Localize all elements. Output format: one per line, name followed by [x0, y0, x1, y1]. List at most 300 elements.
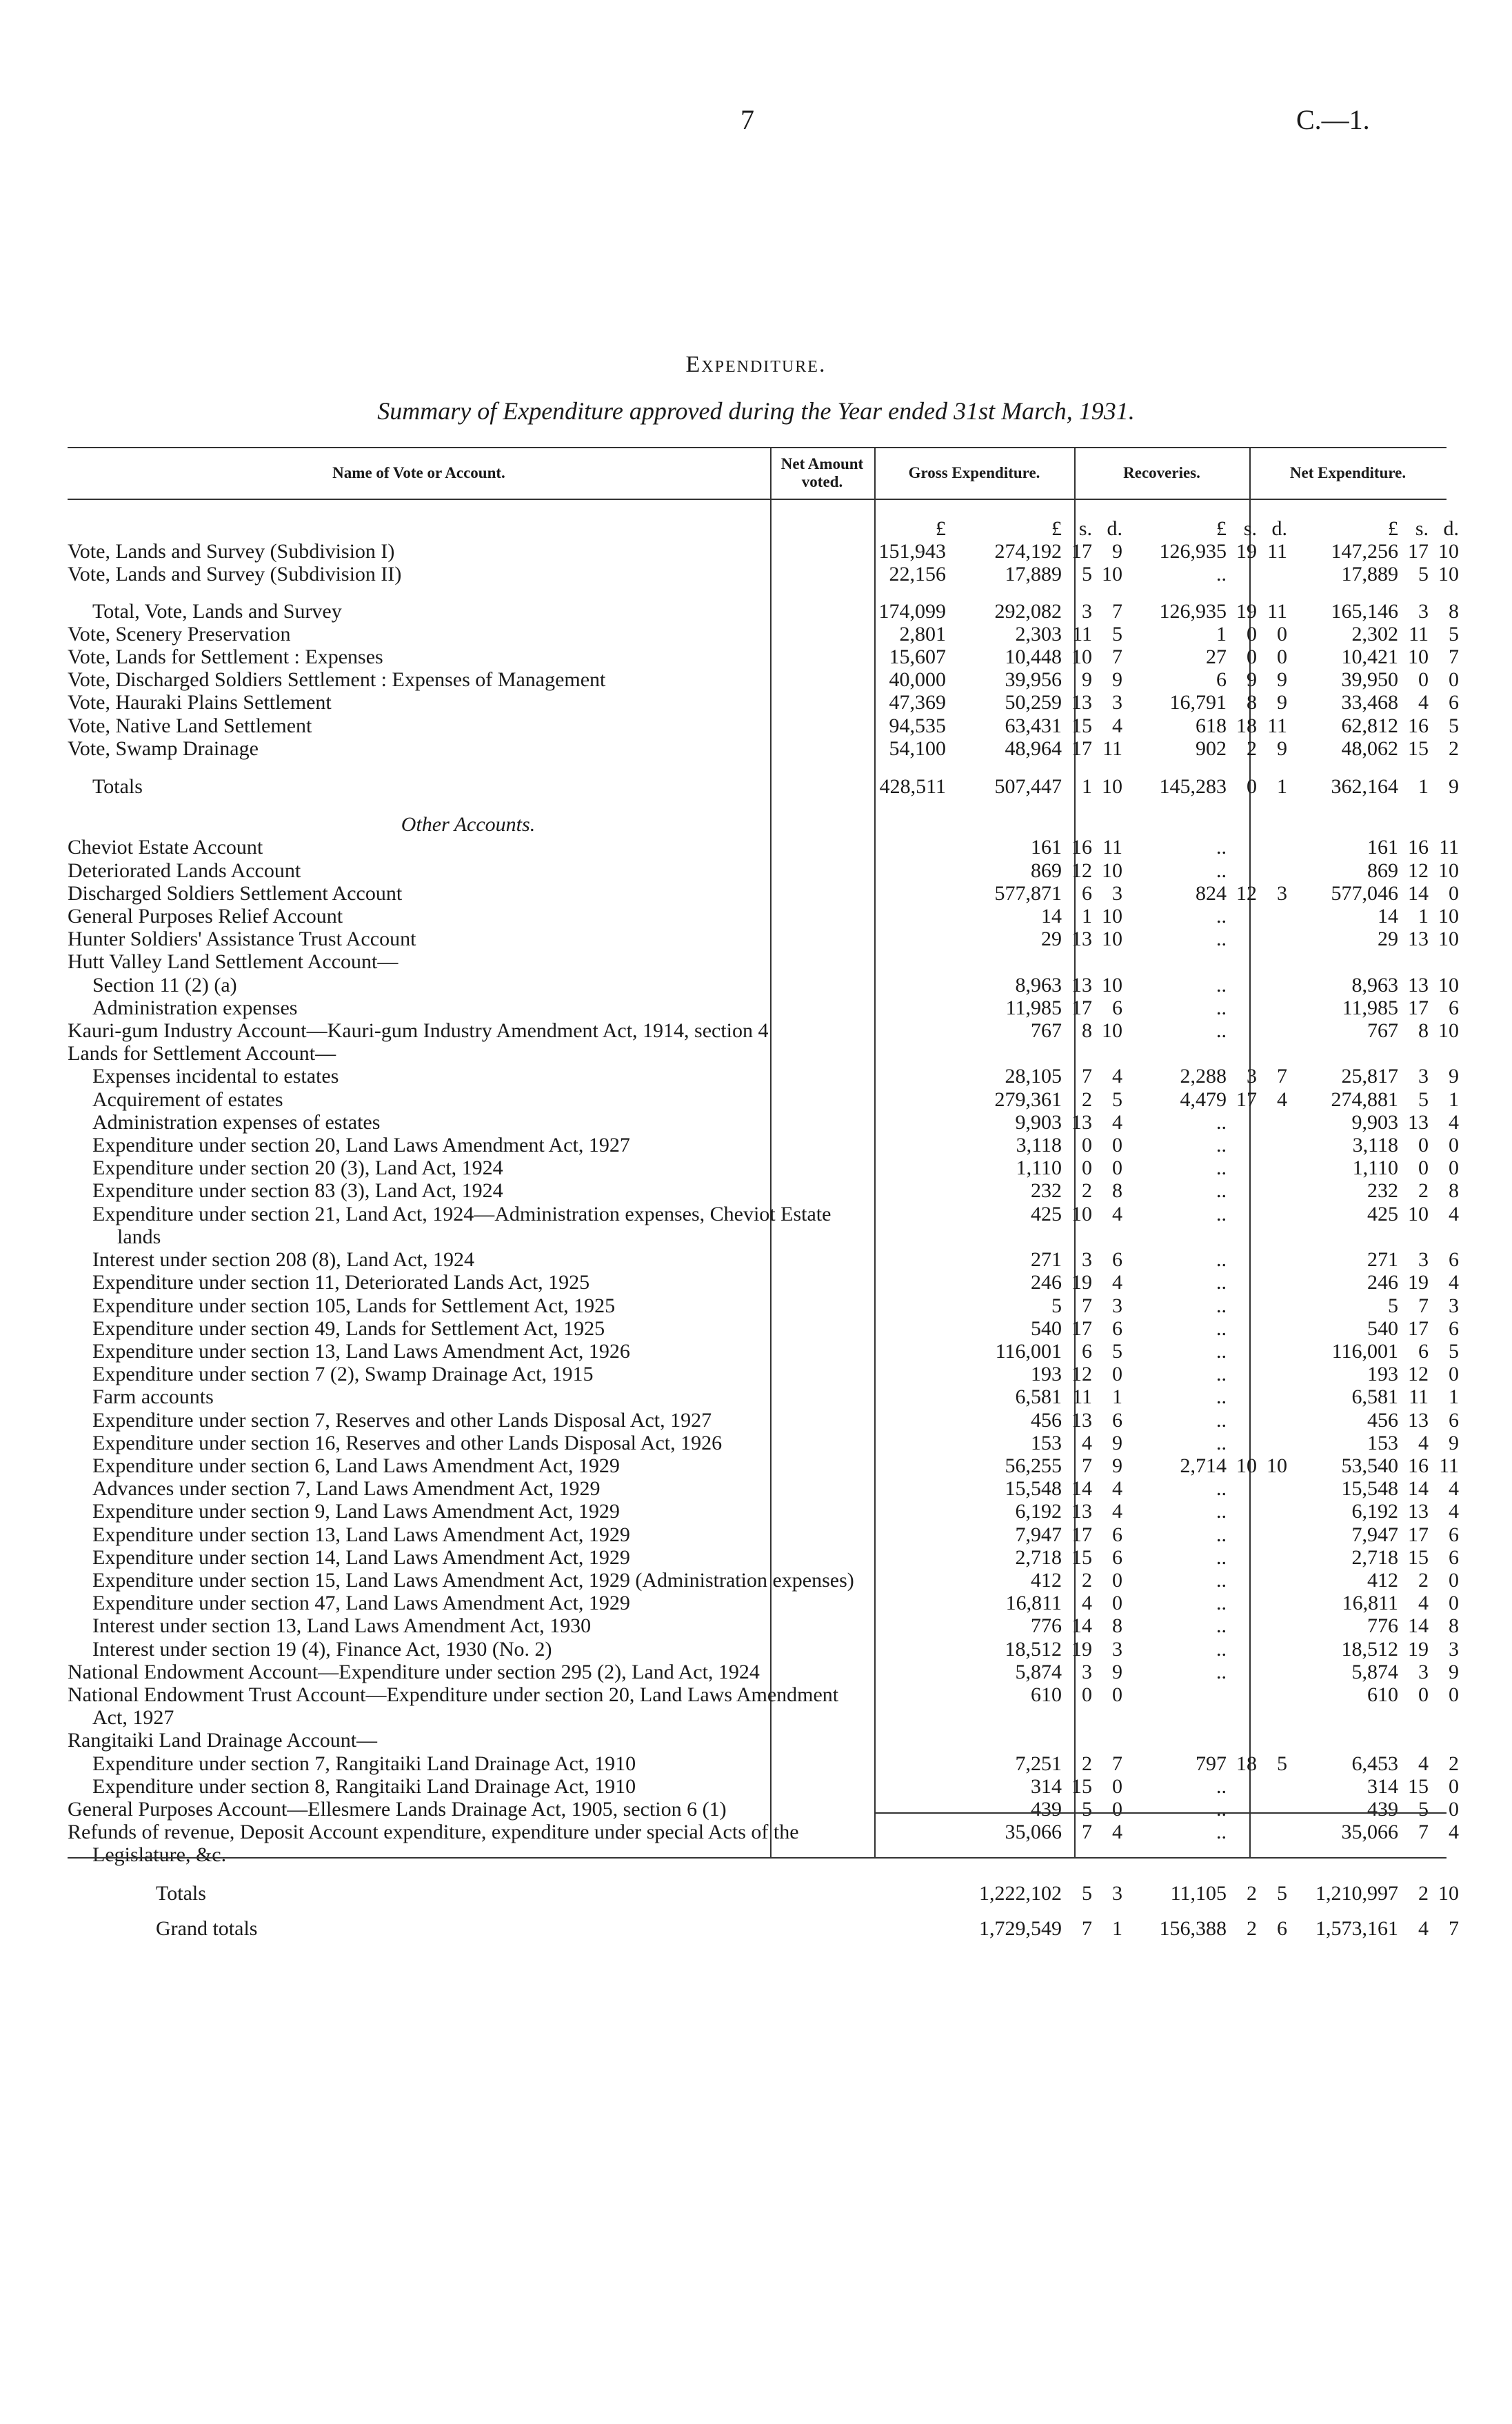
gross-pence: 3 — [1112, 881, 1122, 905]
net-pence: 10 — [1438, 563, 1459, 586]
table-row — [68, 1409, 1463, 1432]
row-label: Refunds of revenue, Deposit Account expenditure, expenditure under special Acts of the Legislature, &c. — [68, 1821, 799, 1867]
page-number: 7 — [740, 104, 754, 135]
table-row — [68, 1088, 1463, 1111]
voted-cell — [869, 1752, 951, 1775]
net-shillings: 4 — [1418, 1592, 1429, 1615]
rec-pounds: .. — [1216, 1363, 1227, 1386]
voted-cell — [869, 1569, 951, 1592]
gross-pounds: 161 — [1031, 836, 1062, 859]
net-pounds: 9,903 — [1351, 1110, 1398, 1134]
rec-pounds: 2,714 — [1180, 1454, 1227, 1477]
row-label: Administration expenses — [92, 996, 298, 1019]
voted-cell: 428,511 — [879, 775, 946, 799]
rec-pounds: .. — [1216, 859, 1227, 882]
rec-pounds: 824 — [1196, 881, 1227, 905]
net-pence: 10 — [1438, 859, 1459, 882]
gross-pounds: 153 — [1031, 1431, 1062, 1454]
rec-pence: 11 — [1267, 599, 1287, 623]
net-pence: 3 — [1449, 1294, 1459, 1317]
net-pounds: 439 — [1367, 1797, 1398, 1821]
row-label: Vote, Native Land Settlement — [68, 714, 312, 737]
rec-pounds: 16,791 — [1169, 691, 1227, 714]
net-pence: 6 — [1449, 1545, 1459, 1569]
row-label: Interest under section 19 (4), Finance Act, 1930 (No. 2) — [92, 1637, 552, 1661]
gross-pounds: 279,361 — [994, 1088, 1062, 1111]
voted-cell: 2,801 — [899, 622, 946, 645]
rec-pounds — [1127, 1683, 1227, 1729]
net-shillings: 0 — [1418, 1683, 1429, 1706]
rec-pence — [1257, 1638, 1291, 1661]
net-pounds: 412 — [1367, 1568, 1398, 1592]
gross-pounds: 274,192 — [994, 540, 1062, 563]
row-name — [68, 1882, 869, 1905]
voted-cell — [869, 1775, 951, 1798]
col-header-voted: Net Amount voted. — [780, 455, 864, 490]
voted-cell — [869, 1798, 951, 1821]
net-pence: 2 — [1449, 1752, 1459, 1775]
rec-shillings: 0 — [1247, 775, 1257, 799]
gross-pence: 5 — [1112, 622, 1122, 645]
gross-pence: 10 — [1102, 1019, 1122, 1043]
row-label: Expenditure under section 7 (2), Swamp Drainage Act, 1915 — [92, 1363, 594, 1386]
net-shillings: 10 — [1408, 1202, 1429, 1225]
net-pence: 0 — [1449, 1134, 1459, 1157]
net-pounds: 153 — [1367, 1431, 1398, 1454]
net-pence: 0 — [1449, 1156, 1459, 1180]
row-label: Expenditure under section 20, Land Laws Amendment Act, 1927 — [92, 1134, 630, 1157]
table-row — [68, 540, 1463, 563]
rec-pounds: .. — [1216, 1477, 1227, 1501]
rec-pence: 10 — [1267, 1454, 1287, 1477]
gross-pence: 6 — [1112, 1316, 1122, 1340]
rec-pounds: .. — [1216, 928, 1227, 951]
row-name — [68, 540, 869, 563]
net-shillings: 14 — [1408, 881, 1429, 905]
net-shillings: 11 — [1409, 622, 1429, 645]
row-name — [68, 1432, 869, 1454]
gross-shillings: 5 — [1082, 1881, 1092, 1905]
rec-shillings: 0 — [1247, 622, 1257, 645]
gross-pence: 1 — [1112, 1916, 1122, 1940]
page-title: Expenditure. — [685, 352, 827, 377]
gross-pence: 11 — [1102, 836, 1122, 859]
voted-cell: 47,369 — [889, 691, 946, 714]
table-row — [68, 1363, 1463, 1385]
gross-pence: 9 — [1112, 1454, 1122, 1477]
voted-cell — [869, 1111, 951, 1134]
net-pounds: 8,963 — [1351, 973, 1398, 996]
net-pence: 5 — [1449, 1339, 1459, 1363]
spacer-row — [68, 586, 1463, 600]
gross-pounds: 11,985 — [1005, 996, 1062, 1019]
gross-pence: 0 — [1112, 1156, 1122, 1180]
rec-shillings — [1227, 1203, 1257, 1248]
gross-shillings: 8 — [1082, 1019, 1092, 1043]
row-name — [68, 1065, 869, 1088]
gross-pence: 10 — [1102, 905, 1122, 928]
rec-pence: 3 — [1277, 881, 1287, 905]
net-shillings: 2 — [1418, 1568, 1429, 1592]
spacer-row — [68, 760, 1463, 775]
net-shillings: s. — [1415, 517, 1429, 540]
row-label: Totals — [156, 1881, 206, 1905]
voted-cell — [869, 836, 951, 859]
totals-rule — [874, 1812, 1447, 1814]
rec-pounds: .. — [1216, 1821, 1227, 1844]
row-name — [68, 1638, 869, 1661]
row-name — [68, 882, 869, 905]
col-header-gross: Gross Expenditure. — [908, 464, 1040, 481]
gross-pence: 0 — [1112, 1568, 1122, 1592]
row-label: National Endowment Trust Account—Expenditure under section 20, Land Laws Amendment Act, 1927 — [68, 1683, 839, 1730]
table-row — [68, 1500, 1463, 1523]
net-pounds: 39,950 — [1341, 668, 1398, 692]
gross-pounds: 29 — [1041, 928, 1062, 951]
rec-pence — [1257, 563, 1291, 585]
net-pence: 9 — [1449, 1431, 1459, 1454]
table-row — [68, 996, 1463, 1019]
voted-cell — [869, 1019, 951, 1042]
gross-pence: 0 — [1112, 1134, 1122, 1157]
gross-pence: 0 — [1112, 1683, 1122, 1706]
row-name — [68, 1546, 869, 1569]
net-shillings: 13 — [1408, 1500, 1429, 1523]
gross-pounds: 456 — [1031, 1408, 1062, 1432]
rec-pounds: .. — [1216, 563, 1227, 586]
gross-shillings: 16 — [1071, 836, 1092, 859]
net-shillings: 3 — [1418, 1065, 1429, 1088]
gross-pence: 7 — [1112, 1752, 1122, 1775]
expenditure-table — [68, 517, 1463, 1940]
net-pence: 9 — [1449, 1660, 1459, 1683]
rec-pounds: .. — [1216, 1294, 1227, 1317]
net-pence: 4 — [1449, 1271, 1459, 1294]
net-shillings: 5 — [1418, 1797, 1429, 1821]
gross-pounds: 63,431 — [1005, 714, 1062, 737]
rec-shillings — [1227, 1683, 1257, 1729]
rec-shillings — [1227, 1569, 1257, 1592]
row-label: Expenditure under section 15, Land Laws Amendment Act, 1929 (Administration expenses) — [92, 1568, 854, 1592]
rec-shillings: 2 — [1247, 737, 1257, 760]
gross-pounds: 28,105 — [1005, 1065, 1062, 1088]
net-pounds: 33,468 — [1341, 691, 1398, 714]
rec-pence — [1257, 1614, 1291, 1637]
table-row — [68, 1317, 1463, 1340]
row-name — [68, 1248, 869, 1271]
net-shillings: 5 — [1418, 1088, 1429, 1111]
rec-pence — [1257, 928, 1291, 950]
gross-pence: 6 — [1112, 996, 1122, 1019]
gross-shillings: 13 — [1071, 1408, 1092, 1432]
table-bottom-rule — [68, 1857, 1447, 1859]
rec-shillings — [1227, 1821, 1257, 1866]
rec-shillings — [1227, 1134, 1257, 1156]
gross-pounds: 18,512 — [1005, 1637, 1062, 1661]
net-pence: 6 — [1449, 1316, 1459, 1340]
rec-pounds: 6 — [1216, 668, 1227, 692]
rec-shillings — [1227, 1317, 1257, 1340]
rec-shillings — [1227, 1363, 1257, 1385]
gross-shillings: 17 — [1071, 1523, 1092, 1546]
rec-pounds: .. — [1216, 1523, 1227, 1546]
gross-shillings: 15 — [1071, 1774, 1092, 1798]
gross-shillings: 4 — [1082, 1592, 1092, 1615]
gross-pence: 9 — [1112, 1660, 1122, 1683]
net-pounds: 7,947 — [1351, 1523, 1398, 1546]
gross-pounds: 39,956 — [1005, 668, 1062, 692]
rec-shillings — [1227, 928, 1257, 950]
net-pence: 6 — [1449, 1248, 1459, 1272]
row-name — [68, 1775, 869, 1798]
gross-shillings: 10 — [1071, 645, 1092, 669]
gross-pence: 4 — [1112, 1065, 1122, 1088]
col-header-name: Name of Vote or Account. — [332, 464, 505, 481]
gross-shillings: 7 — [1082, 1454, 1092, 1477]
gross-shillings: 10 — [1071, 1202, 1092, 1225]
net-pence: 0 — [1449, 668, 1459, 692]
row-label: Kauri-gum Industry Account—Kauri-gum Industry Amendment Act, 1914, section 4 — [68, 1019, 769, 1043]
table-row — [68, 600, 1463, 623]
row-label: Vote, Discharged Soldiers Settlement : Expenses of Management — [68, 668, 606, 692]
net-shillings: 19 — [1408, 1271, 1429, 1294]
rec-pence: 0 — [1277, 622, 1287, 645]
gross-pence: 0 — [1112, 1363, 1122, 1386]
gross-pence: 10 — [1102, 859, 1122, 882]
gross-pence: 3 — [1112, 691, 1122, 714]
net-pence: 4 — [1449, 1477, 1459, 1501]
row-label: Expenditure under section 13, Land Laws Amendment Act, 1926 — [92, 1339, 630, 1363]
gross-shillings: 2 — [1082, 1179, 1092, 1203]
net-pence: 4 — [1449, 1202, 1459, 1225]
col-header-net: Net Expenditure. — [1289, 464, 1407, 481]
rec-pence — [1257, 1385, 1291, 1408]
gross-pounds: 5 — [1051, 1294, 1062, 1317]
row-label: Vote, Hauraki Plains Settlement — [68, 691, 332, 714]
net-pounds: 17,889 — [1341, 563, 1398, 586]
net-shillings: 1 — [1418, 775, 1429, 799]
rec-pounds: 11,105 — [1170, 1881, 1227, 1905]
voted-cell — [869, 1477, 951, 1500]
rec-shillings — [1227, 905, 1257, 928]
row-name — [68, 1294, 869, 1317]
col-header-recoveries: Recoveries. — [1123, 464, 1200, 481]
gross-pence: 6 — [1112, 1523, 1122, 1546]
net-pence: 4 — [1449, 1110, 1459, 1134]
gross-shillings: 7 — [1082, 1294, 1092, 1317]
row-name — [68, 836, 869, 859]
gross-shillings: 15 — [1071, 714, 1092, 737]
gross-pence: 1 — [1112, 1385, 1122, 1409]
row-name — [68, 1752, 869, 1775]
rec-pence: 1 — [1277, 775, 1287, 799]
net-shillings: 15 — [1408, 1774, 1429, 1798]
net-shillings: 0 — [1418, 1156, 1429, 1180]
row-label: Expenditure under section 8, Rangitaiki Land Drainage Act, 1910 — [92, 1774, 636, 1798]
net-shillings: 14 — [1408, 1614, 1429, 1638]
voted-cell — [869, 1917, 951, 1940]
net-pounds: 14 — [1378, 905, 1398, 928]
net-pounds: 767 — [1367, 1019, 1398, 1043]
voted-cell: £ — [936, 517, 946, 540]
net-shillings: 2 — [1418, 1881, 1429, 1905]
row-label: Expenditure under section 105, Lands for Settlement Act, 1925 — [92, 1294, 616, 1317]
row-name — [68, 1409, 869, 1432]
voted-cell — [869, 1179, 951, 1202]
table-row — [68, 882, 1463, 905]
gross-shillings: 17 — [1071, 737, 1092, 760]
row-name — [68, 996, 869, 1019]
rec-pence — [1257, 1271, 1291, 1294]
gross-pounds: 610 — [1031, 1683, 1062, 1706]
table-row — [68, 668, 1463, 691]
row-label: Expenditure under section 83 (3), Land Act, 1924 — [92, 1179, 503, 1203]
spacer-row — [68, 1905, 1463, 1917]
voted-cell — [869, 1317, 951, 1340]
table-row — [68, 1477, 1463, 1500]
gross-pence: 4 — [1112, 1110, 1122, 1134]
net-pence: 10 — [1438, 928, 1459, 951]
gross-pounds: 7,947 — [1015, 1523, 1062, 1546]
row-label: General Purposes Account—Ellesmere Lands Drainage Act, 1905, section 6 (1) — [68, 1797, 727, 1821]
row-name — [68, 775, 869, 798]
gross-pounds: £ — [1051, 517, 1062, 540]
rec-shillings — [1227, 1271, 1257, 1294]
gross-pounds: 292,082 — [994, 599, 1062, 623]
rec-pounds: .. — [1216, 1431, 1227, 1454]
row-name — [68, 1179, 869, 1202]
net-pounds: 165,146 — [1331, 599, 1398, 623]
net-pence: 0 — [1449, 1568, 1459, 1592]
gross-shillings: 6 — [1082, 881, 1092, 905]
gross-pounds: 767 — [1031, 1019, 1062, 1043]
voted-cell — [869, 1156, 951, 1179]
rec-pence — [1257, 974, 1291, 996]
row-label: Rangitaiki Land Drainage Account— — [68, 1729, 378, 1752]
rec-pence — [1257, 859, 1291, 882]
row-name — [68, 1340, 869, 1363]
net-pence: 1 — [1449, 1088, 1459, 1111]
gross-pence: 0 — [1112, 1592, 1122, 1615]
row-name — [68, 1569, 869, 1592]
net-shillings: 10 — [1408, 645, 1429, 669]
rec-pounds: .. — [1216, 905, 1227, 928]
net-shillings: 16 — [1408, 1454, 1429, 1477]
net-shillings: 7 — [1418, 1821, 1429, 1844]
rec-pence: 9 — [1277, 737, 1287, 760]
rec-pence — [1257, 1569, 1291, 1592]
voted-cell — [869, 1340, 951, 1363]
gross-pounds: 232 — [1031, 1179, 1062, 1203]
rec-pence — [1257, 1156, 1291, 1179]
rec-shillings — [1227, 1798, 1257, 1821]
row-label: Expenditure under section 47, Land Laws Amendment Act, 1929 — [92, 1592, 630, 1615]
net-pounds: 3,118 — [1352, 1134, 1398, 1157]
net-pence: 10 — [1438, 973, 1459, 996]
net-pence: 7 — [1449, 645, 1459, 669]
rec-pounds: 126,935 — [1159, 540, 1227, 563]
gross-pounds: 6,192 — [1015, 1500, 1062, 1523]
voted-cell — [869, 1614, 951, 1637]
rec-pounds: .. — [1216, 1110, 1227, 1134]
gross-shillings: 1 — [1082, 905, 1092, 928]
row-name — [68, 517, 869, 540]
net-shillings: 13 — [1408, 1110, 1429, 1134]
gross-shillings: 12 — [1071, 1363, 1092, 1386]
rec-pounds: .. — [1216, 973, 1227, 996]
row-name — [68, 1454, 869, 1477]
gross-pounds: 17,889 — [1005, 563, 1062, 586]
row-label: Interest under section 13, Land Laws Amendment Act, 1930 — [92, 1614, 592, 1638]
rec-pounds: 145,283 — [1159, 775, 1227, 799]
gross-shillings: 17 — [1071, 540, 1092, 563]
gross-pence: 8 — [1112, 1614, 1122, 1638]
net-pence: 6 — [1449, 996, 1459, 1019]
voted-cell — [869, 1546, 951, 1569]
gross-pounds: 246 — [1031, 1271, 1062, 1294]
net-pence: 8 — [1449, 1614, 1459, 1638]
row-label: Vote, Lands for Settlement : Expenses — [68, 645, 383, 669]
rec-pounds: .. — [1216, 1316, 1227, 1340]
rec-shillings: 19 — [1236, 599, 1257, 623]
net-shillings: 4 — [1418, 1916, 1429, 1940]
row-name — [68, 1729, 869, 1752]
rec-pounds: .. — [1216, 1019, 1227, 1043]
table-row — [68, 623, 1463, 645]
gross-pence: 3 — [1112, 1294, 1122, 1317]
gross-pence: 4 — [1112, 1202, 1122, 1225]
gross-pounds: 1,729,549 — [979, 1916, 1062, 1940]
row-label: Expenditure under section 49, Lands for Settlement Act, 1925 — [92, 1316, 605, 1340]
gross-pounds: 314 — [1031, 1774, 1062, 1798]
gross-shillings: 11 — [1072, 1385, 1092, 1409]
rec-shillings — [1227, 1592, 1257, 1614]
voted-cell — [869, 1454, 951, 1477]
net-pounds: 15,548 — [1341, 1477, 1398, 1501]
row-name — [68, 645, 869, 668]
rec-pence — [1257, 1340, 1291, 1363]
rec-pence: 9 — [1277, 691, 1287, 714]
gross-pence: 10 — [1102, 928, 1122, 951]
gross-shillings: 3 — [1082, 599, 1092, 623]
voted-cell — [869, 1134, 951, 1156]
table-row — [68, 1592, 1463, 1614]
row-label: Vote, Lands and Survey (Subdivision I) — [68, 540, 395, 563]
row-label: Expenditure under section 16, Reserves and other Lands Disposal Act, 1926 — [92, 1431, 723, 1454]
table-row — [68, 974, 1463, 996]
gross-shillings: 2 — [1082, 1568, 1092, 1592]
rec-pence — [1257, 1661, 1291, 1683]
table-row — [68, 737, 1463, 760]
rec-pence — [1257, 996, 1291, 1019]
rec-shillings — [1227, 1432, 1257, 1454]
rec-pounds: 2,288 — [1180, 1065, 1227, 1088]
row-name — [68, 1385, 869, 1408]
gross-shillings: 0 — [1082, 1156, 1092, 1180]
spacer-row — [68, 798, 1463, 813]
net-pounds: 48,062 — [1341, 737, 1398, 760]
gross-pence: 4 — [1112, 1500, 1122, 1523]
row-label: Expenditure under section 21, Land Act, 1924—Administration expenses, Cheviot Estate lands — [92, 1202, 831, 1248]
table-row — [68, 1134, 1463, 1156]
table-row — [68, 1340, 1463, 1363]
gross-shillings: 14 — [1071, 1614, 1092, 1638]
row-label: General Purposes Relief Account — [68, 905, 343, 928]
row-name — [68, 1477, 869, 1500]
row-label: Farm accounts — [92, 1385, 214, 1409]
rec-shillings — [1227, 1614, 1257, 1637]
rec-shillings: 18 — [1236, 714, 1257, 737]
